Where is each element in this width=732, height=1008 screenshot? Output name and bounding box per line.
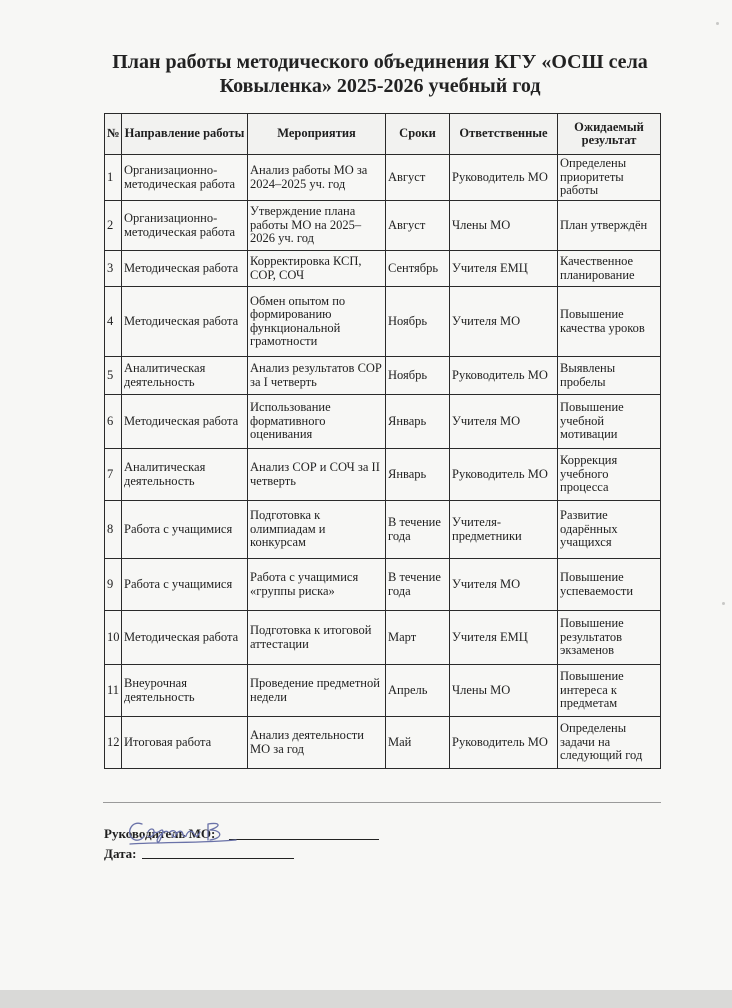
cell-deadline: Ноябрь — [386, 357, 450, 395]
date-row — [104, 845, 136, 863]
cell-number: 4 — [105, 287, 122, 357]
cell-responsible: Руководитель МО — [450, 155, 558, 201]
cell-activity: Анализ работы МО за 2024–2025 уч. год — [248, 155, 386, 201]
cell-direction: Организационно-методическая работа — [122, 201, 248, 251]
header-direction: Направление работы — [122, 114, 248, 155]
cell-deadline: Ноябрь — [386, 287, 450, 357]
cell-number: 12 — [105, 717, 122, 769]
cell-deadline: В течение года — [386, 559, 450, 611]
cell-number: 1 — [105, 155, 122, 201]
cell-responsible: Члены МО — [450, 665, 558, 717]
cell-expected-result: Повышение качества уроков — [558, 287, 661, 357]
cell-deadline: Август — [386, 155, 450, 201]
cell-activity: Подготовка к итоговой аттестации — [248, 611, 386, 665]
cell-number: 8 — [105, 501, 122, 559]
cell-direction: Методическая работа — [122, 395, 248, 449]
cell-responsible: Учителя МО — [450, 559, 558, 611]
table-row — [105, 155, 661, 201]
cell-expected-result: Развитие одарённых учащихся — [558, 501, 661, 559]
cell-activity: Использование формативного оценивания — [248, 395, 386, 449]
table-row — [105, 449, 661, 501]
cell-deadline: Май — [386, 717, 450, 769]
cell-expected-result: Выявлены пробелы — [558, 357, 661, 395]
cell-number: 3 — [105, 251, 122, 287]
cell-activity: Утверждение плана работы МО на 2025–2026 уч. год — [248, 201, 386, 251]
table-row — [105, 251, 661, 287]
cell-responsible: Учителя-предметники — [450, 501, 558, 559]
header-responsible: Ответственные — [450, 114, 558, 155]
header-deadline: Сроки — [386, 114, 450, 155]
cell-activity: Обмен опытом по формированию функциональной грамотности — [248, 287, 386, 357]
header-number: № — [105, 114, 122, 155]
date-line — [142, 858, 294, 859]
head-label: Руководитель МО: — [104, 826, 216, 841]
cell-number: 7 — [105, 449, 122, 501]
table-row — [105, 717, 661, 769]
cell-expected-result: Коррекция учебного процесса — [558, 449, 661, 501]
table-row — [105, 501, 661, 559]
cell-responsible: Руководитель МО — [450, 717, 558, 769]
date-label: Дата: — [104, 846, 137, 861]
cell-expected-result: Повышение успеваемости — [558, 559, 661, 611]
cell-deadline: Март — [386, 611, 450, 665]
cell-deadline: Август — [386, 201, 450, 251]
scan-speck — [716, 22, 719, 25]
cell-direction: Работа с учащимися — [122, 501, 248, 559]
cell-deadline: В течение года — [386, 501, 450, 559]
cell-expected-result: Повышение учебной мотивации — [558, 395, 661, 449]
cell-expected-result: Повышение интереса к предметам — [558, 665, 661, 717]
table-row — [105, 665, 661, 717]
divider — [103, 802, 661, 803]
cell-direction: Методическая работа — [122, 251, 248, 287]
cell-activity: Анализ результатов СОР за I четверть — [248, 357, 386, 395]
plan-table — [104, 113, 661, 769]
cell-number: 9 — [105, 559, 122, 611]
table-body — [105, 155, 661, 769]
cell-activity: Проведение предметной недели — [248, 665, 386, 717]
cell-expected-result: Повышение результатов экзаменов — [558, 611, 661, 665]
document-title: План работы методического объединения КГУ «ОСШ села Ковыленка» 2025-2026 учебный год — [112, 51, 648, 97]
cell-responsible: Учителя МО — [450, 395, 558, 449]
cell-direction: Итоговая работа — [122, 717, 248, 769]
header-expected-result: Ожидаемый результат — [558, 114, 661, 155]
cell-deadline: Апрель — [386, 665, 450, 717]
table-header-row — [105, 114, 661, 155]
cell-expected-result: Качественное планирование — [558, 251, 661, 287]
cell-number: 10 — [105, 611, 122, 665]
table-row — [105, 201, 661, 251]
table-row — [105, 559, 661, 611]
cell-responsible: Члены МО — [450, 201, 558, 251]
cell-expected-result: План утверждён — [558, 201, 661, 251]
cell-expected-result: Определены приоритеты работы — [558, 155, 661, 201]
table-row — [105, 611, 661, 665]
cell-direction: Работа с учащимися — [122, 559, 248, 611]
cell-direction: Методическая работа — [122, 611, 248, 665]
cell-number: 2 — [105, 201, 122, 251]
cell-responsible: Учителя ЕМЦ — [450, 611, 558, 665]
cell-number: 5 — [105, 357, 122, 395]
cell-direction: Организационно-методическая работа — [122, 155, 248, 201]
cell-responsible: Учителя ЕМЦ — [450, 251, 558, 287]
cell-deadline: Январь — [386, 395, 450, 449]
cell-activity: Работа с учащимися «группы риска» — [248, 559, 386, 611]
table-row — [105, 287, 661, 357]
cell-activity: Корректировка КСП, СОР, СОЧ — [248, 251, 386, 287]
handwritten-signature — [124, 818, 244, 848]
cell-responsible: Учителя МО — [450, 287, 558, 357]
header-activity: Мероприятия — [248, 114, 386, 155]
cell-direction: Методическая работа — [122, 287, 248, 357]
cell-direction: Аналитическая деятельность — [122, 449, 248, 501]
signature-line — [229, 839, 379, 840]
cell-activity: Анализ СОР и СОЧ за II четверть — [248, 449, 386, 501]
table-row — [105, 357, 661, 395]
cell-responsible: Руководитель МО — [450, 449, 558, 501]
cell-number: 6 — [105, 395, 122, 449]
scan-edge — [0, 990, 732, 1008]
cell-deadline: Январь — [386, 449, 450, 501]
cell-direction: Внеурочная деятельность — [122, 665, 248, 717]
cell-expected-result: Определены задачи на следующий год — [558, 717, 661, 769]
cell-activity: Анализ деятельности МО за год — [248, 717, 386, 769]
cell-activity: Подготовка к олимпиадам и конкурсам — [248, 501, 386, 559]
cell-number: 11 — [105, 665, 122, 717]
cell-deadline: Сентябрь — [386, 251, 450, 287]
cell-direction: Аналитическая деятельность — [122, 357, 248, 395]
scan-speck — [722, 602, 725, 605]
table-row — [105, 395, 661, 449]
cell-responsible: Руководитель МО — [450, 357, 558, 395]
